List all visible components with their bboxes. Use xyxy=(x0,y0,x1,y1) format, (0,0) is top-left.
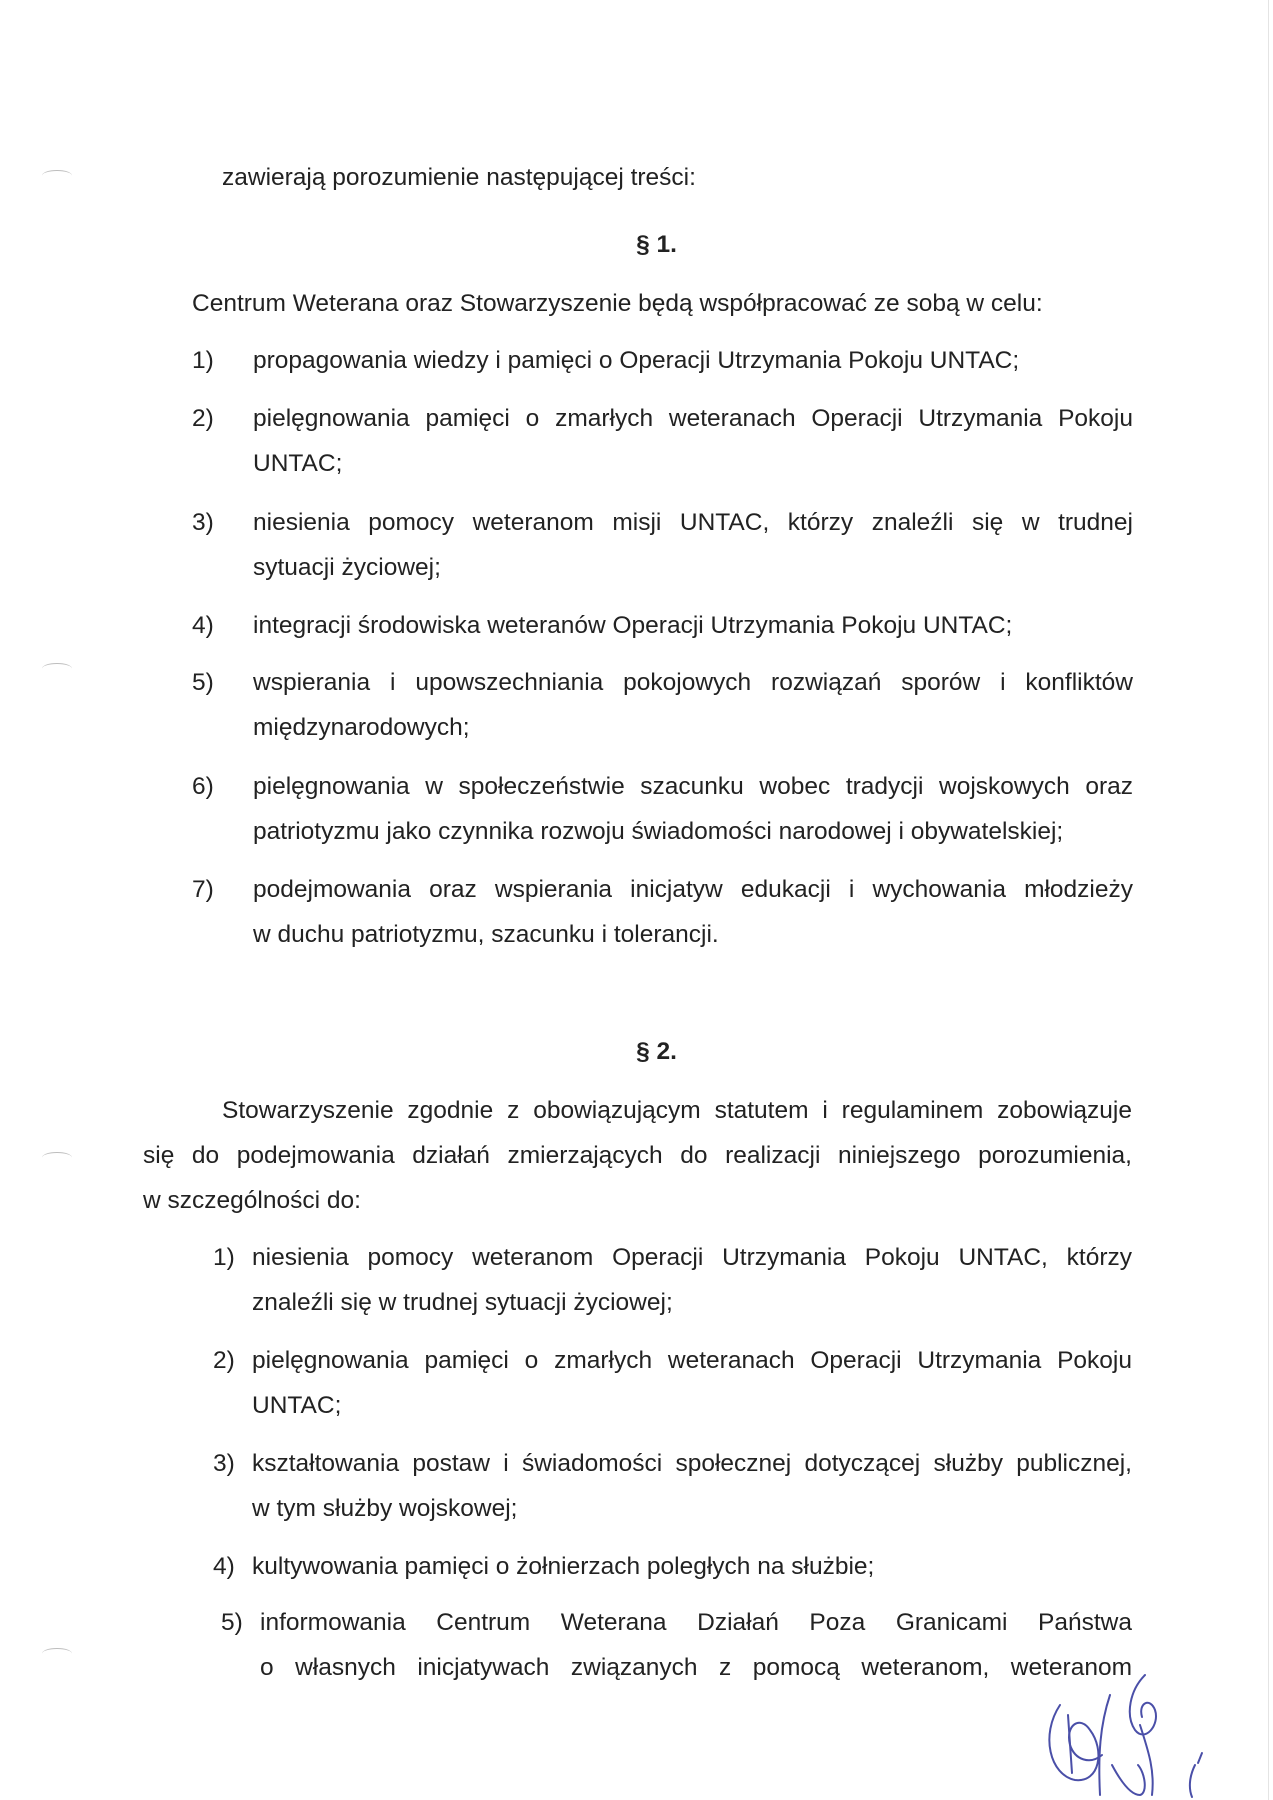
section-2-heading: § 2. xyxy=(636,1038,677,1065)
list-item-text: sytuacji życiowej; xyxy=(253,554,441,581)
list-item-text: podejmowania oraz wspierania inicjatyw edukacji i wychowania młodzieży xyxy=(253,876,1133,903)
list-item-text: integracji środowiska weteranów Operacji Utrzymania Pokoju UNTAC; xyxy=(253,612,1013,639)
list-item-text: pielęgnowania w społeczeństwie szacunku wobec tradycji wojskowych oraz xyxy=(253,773,1133,800)
list-item-text: kultywowania pamięci o żołnierzach poległych na służbie; xyxy=(252,1553,875,1580)
handwritten-initials-signature xyxy=(1030,1655,1230,1800)
list-item-text: wspierania i upowszechniania pokojowych rozwiązań sporów i konfliktów xyxy=(253,669,1133,696)
punch-hole-mark xyxy=(42,1648,72,1659)
list-item-text: niesienia pomocy weteranom Operacji Utrzymania Pokoju UNTAC, którzy xyxy=(252,1244,1132,1271)
list-item-text: niesienia pomocy weteranom misji UNTAC, którzy znaleźli się w trudnej xyxy=(253,509,1133,536)
list-item-number: 5) xyxy=(192,669,214,696)
list-item-text: znaleźli się w trudnej sytuacji życiowej; xyxy=(252,1289,673,1316)
list-item-text: o własnych inicjatywach związanych z pomocą weteranom, weteranom xyxy=(260,1654,1132,1681)
list-item-number: 6) xyxy=(192,773,214,800)
list-item-text: międzynarodowych; xyxy=(253,714,470,741)
list-item-text: UNTAC; xyxy=(253,450,343,477)
section-2-lead-line: w szczególności do: xyxy=(143,1187,361,1214)
list-item-text: propagowania wiedzy i pamięci o Operacji Utrzymania Pokoju UNTAC; xyxy=(253,347,1020,374)
list-item-number: 5) xyxy=(221,1609,243,1636)
list-item-number: 4) xyxy=(213,1553,235,1580)
list-item-text: pielęgnowania pamięci o zmarłych weteranach Operacji Utrzymania Pokoju xyxy=(252,1347,1132,1374)
list-item-number: 2) xyxy=(213,1347,235,1374)
list-item-number: 1) xyxy=(213,1244,235,1271)
punch-hole-mark xyxy=(42,663,72,674)
list-item-number: 1) xyxy=(192,347,214,374)
list-item-text: UNTAC; xyxy=(252,1392,342,1419)
list-item-number: 2) xyxy=(192,405,214,432)
list-item-text: pielęgnowania pamięci o zmarłych weteranach Operacji Utrzymania Pokoju xyxy=(253,405,1133,432)
list-item-text: w tym służby wojskowej; xyxy=(252,1495,518,1522)
list-item-number: 7) xyxy=(192,876,214,903)
section-1-lead: Centrum Weterana oraz Stowarzyszenie będą współpracować ze sobą w celu: xyxy=(192,290,1043,317)
intro-text: zawierają porozumienie następującej treści: xyxy=(222,164,696,191)
list-item-text: kształtowania postaw i świadomości społecznej dotyczącej służby publicznej, xyxy=(252,1450,1132,1477)
page-edge-line xyxy=(1268,0,1269,1800)
section-2-lead-line: Stowarzyszenie zgodnie z obowiązującym statutem i regulaminem zobowiązuje xyxy=(222,1097,1132,1124)
section-1-heading: § 1. xyxy=(636,231,677,258)
list-item-number: 3) xyxy=(192,509,214,536)
list-item-text: w duchu patriotyzmu, szacunku i tolerancji. xyxy=(253,921,719,948)
punch-hole-mark xyxy=(42,1152,72,1163)
punch-hole-mark xyxy=(42,170,72,181)
list-item-text: informowania Centrum Weterana Działań Poza Granicami Państwa xyxy=(260,1609,1132,1636)
list-item-number: 4) xyxy=(192,612,214,639)
section-2-lead-line: się do podejmowania działań zmierzających do realizacji niniejszego porozumienia, xyxy=(143,1142,1132,1169)
list-item-text: patriotyzmu jako czynnika rozwoju świadomości narodowej i obywatelskiej; xyxy=(253,818,1064,845)
list-item-number: 3) xyxy=(213,1450,235,1477)
